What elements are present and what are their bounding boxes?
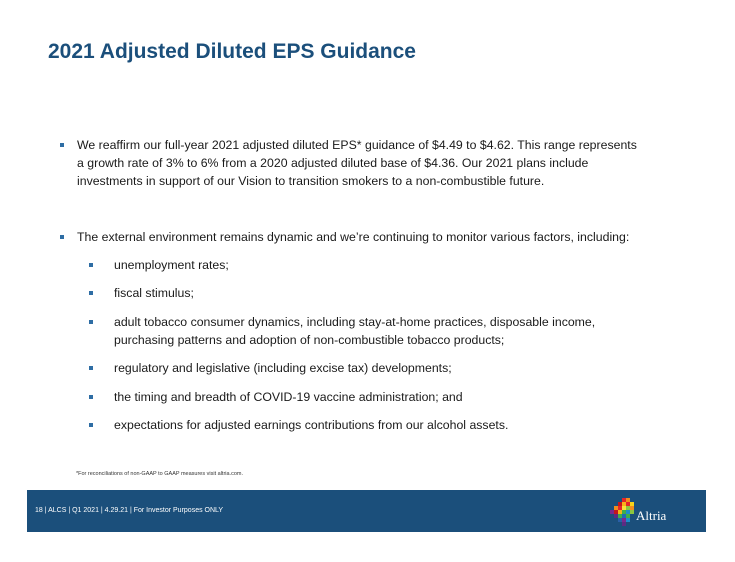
slide-title: 2021 Adjusted Diluted EPS Guidance bbox=[48, 40, 416, 63]
bullet-line: regulatory and legislative (including excise tax) developments; bbox=[114, 361, 452, 375]
sub-bullet-item bbox=[114, 359, 674, 377]
footer-band bbox=[27, 490, 706, 532]
bullet-marker bbox=[60, 235, 64, 239]
sub-bullet-marker bbox=[89, 263, 93, 267]
bullet-marker bbox=[60, 143, 64, 147]
altria-logo bbox=[610, 496, 700, 526]
bullet-item bbox=[77, 228, 697, 246]
bullet-line: unemployment rates; bbox=[114, 258, 229, 272]
sub-bullet-marker bbox=[89, 320, 93, 324]
logo-wordmark: Altria bbox=[636, 508, 667, 523]
bullet-line: a growth rate of 3% to 6% from a 2020 adjusted diluted base of $4.36. Our 2021 plans include bbox=[77, 156, 589, 170]
sub-bullet-item bbox=[114, 416, 674, 434]
bullet-line: adult tobacco consumer dynamics, including stay-at-home practices, disposable income, bbox=[114, 315, 596, 329]
bullet-item bbox=[77, 136, 697, 190]
sub-bullet-item bbox=[114, 284, 674, 302]
bullet-line: We reaffirm our full-year 2021 adjusted diluted EPS* guidance of $4.49 to $4.62. This range represents bbox=[77, 138, 637, 152]
sub-bullet-marker bbox=[89, 291, 93, 295]
bullet-line: expectations for adjusted earnings contributions from our alcohol assets. bbox=[114, 418, 509, 432]
sub-bullet-marker bbox=[89, 395, 93, 399]
bullet-line: The external environment remains dynamic and we’re continuing to monitor various factors, including: bbox=[77, 230, 630, 244]
sub-bullet-marker bbox=[89, 423, 93, 427]
bullet-line: purchasing patterns and adoption of non-combustible tobacco products; bbox=[114, 333, 505, 347]
bullet-line: the timing and breadth of COVID-19 vaccine administration; and bbox=[114, 390, 463, 404]
sub-bullet-item bbox=[114, 256, 674, 274]
sub-bullet-marker bbox=[89, 366, 93, 370]
sub-bullet-item bbox=[114, 313, 674, 349]
sub-bullet-item bbox=[114, 388, 674, 406]
bullet-line: investments in support of our Vision to transition smokers to a non-combustible future. bbox=[77, 174, 545, 188]
altria-mosaic-logo-icon bbox=[610, 496, 634, 526]
footer-text: 18 | ALCS | Q1 2021 | 4.29.21 | For Investor Purposes ONLY bbox=[35, 507, 224, 514]
bullet-line: fiscal stimulus; bbox=[114, 286, 194, 300]
footnote: *For reconciliations of non-GAAP to GAAP measures visit altria.com. bbox=[76, 471, 244, 477]
